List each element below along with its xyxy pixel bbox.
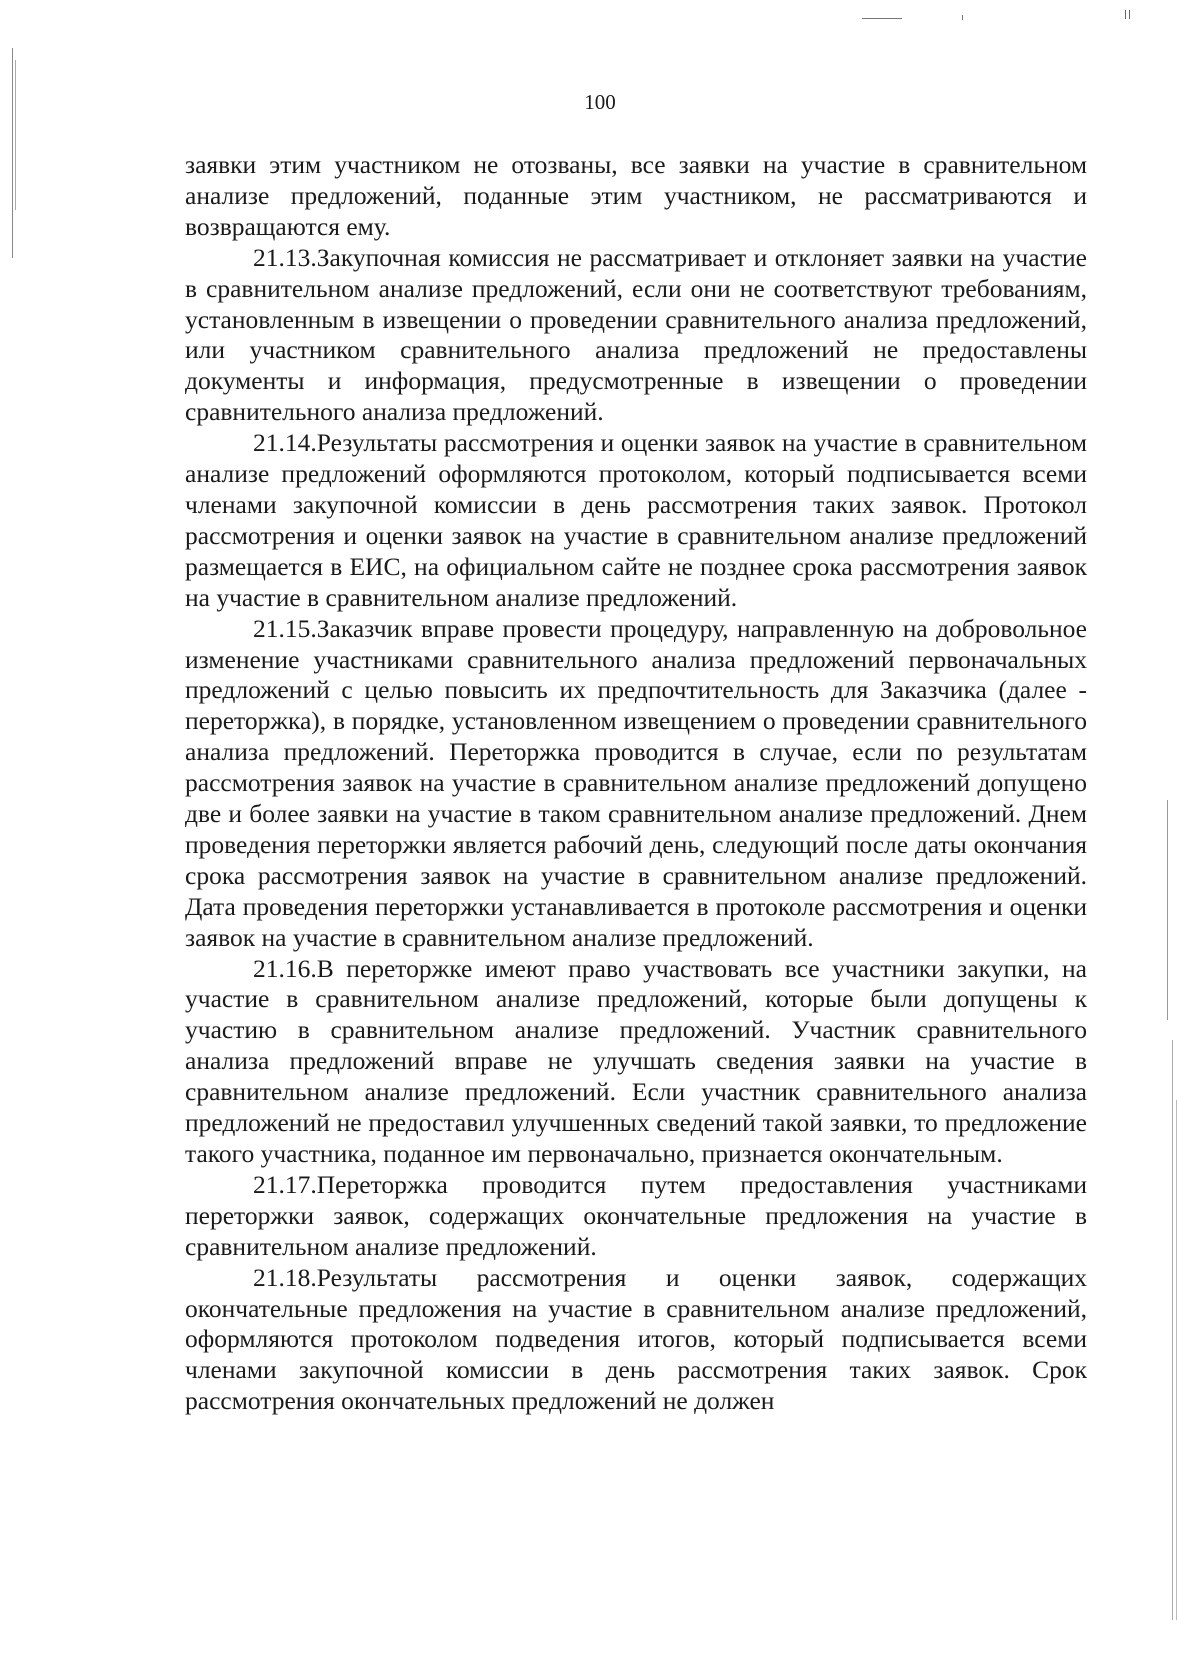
- paragraph-21-14: 21.14.Результаты рассмотрения и оценки заявок на участие в сравнительном анализе предложений оформляются протоколом, который подписывается всеми членами закупочной комиссии в день рассмотрения таких заявок. Протокол рассмотрения и оценки заявок на участие в сравнительном анализе предложений размещается в ЕИС, на официальном сайте не позднее срока рассмотрения заявок на участие в сравнительном анализе предложений.: [185, 428, 1087, 612]
- scan-artifact-left: [12, 48, 13, 258]
- scan-artifact-right-2: [1172, 1040, 1173, 1620]
- scan-artifact-right-3: [1176, 1100, 1177, 1620]
- paragraph-continuation: заявки этим участником не отозваны, все заявки на участие в сравнительном анализе предложений, поданные этим участником, не рассматриваются и возвращаются ему.: [185, 150, 1087, 241]
- paragraph-21-18: 21.18.Результаты рассмотрения и оценки заявок, содержащих окончательные предложения на участие в сравнительном анализе предложений, оформляются протоколом подведения итогов, который подписывается всеми членами закупочной комиссии в день рассмотрения таких заявок. Срок рассмотрения окончательных предложений не должен: [185, 1262, 1087, 1416]
- page-number: 100: [584, 90, 616, 114]
- document-body: [185, 150, 1087, 1417]
- paragraph-21-13: 21.13.Закупочная комиссия не рассматривает и отклоняет заявки на участие в сравнительном анализе предложений, если они не соответствуют требованиям, установленным в извещении о проведении сравнительного анализа предложений, или участником сравнительного анализа предложений не предоставлены документы и информация, предусмотренные в извещении о проведении сравнительного анализа предложений.: [185, 242, 1087, 427]
- paragraph-21-16: 21.16.В переторжке имеют право участвовать все участники закупки, на участие в сравнительном анализе предложений, которые были допущены к участию в сравнительном анализе предложений. Участник сравнительного анализа предложений вправе не улучшать сведения заявки на участие в сравнительном анализе предложений. Если участник сравнительного анализа предложений не предоставил улучшенных сведений такой заявки, то предложение такого участника, поданное им первоначально, признается окончательным.: [185, 953, 1087, 1168]
- paragraph-21-17: 21.17.Переторжка проводится путем предоставления участниками переторжки заявок, содержащих окончательные предложения на участие в сравнительном анализе предложений.: [185, 1169, 1087, 1261]
- scan-artifact-top-2: [962, 15, 963, 20]
- scan-artifact-corner: [1125, 10, 1126, 19]
- scan-artifact-left-2: [15, 60, 16, 210]
- paragraph-21-15: 21.15.Заказчик вправе провести процедуру, направленную на добровольное изменение участниками сравнительного анализа предложений первоначальных предложений с целью повысить их предпочтительность для Заказчика (далее - переторжка), в порядке, установленном извещением о проведении сравнительного анализа предложений. Переторжка проводится в случае, если по результатам рассмотрения заявок на участие в сравнительном анализе предложений допущено две и более заявки на участие в таком сравнительном анализе предложений. Днем проведения переторжки является рабочий день, следующий после даты окончания срока рассмотрения заявок на участие в сравнительном анализе предложений. Дата проведения переторжки устанавливается в протоколе рассмотрения и оценки заявок на участие в сравнительном анализе предложений.: [185, 613, 1087, 952]
- scan-artifact-right: [1167, 800, 1168, 1020]
- scan-artifact-top: [862, 18, 902, 19]
- scan-artifact-corner-2: [1129, 10, 1130, 19]
